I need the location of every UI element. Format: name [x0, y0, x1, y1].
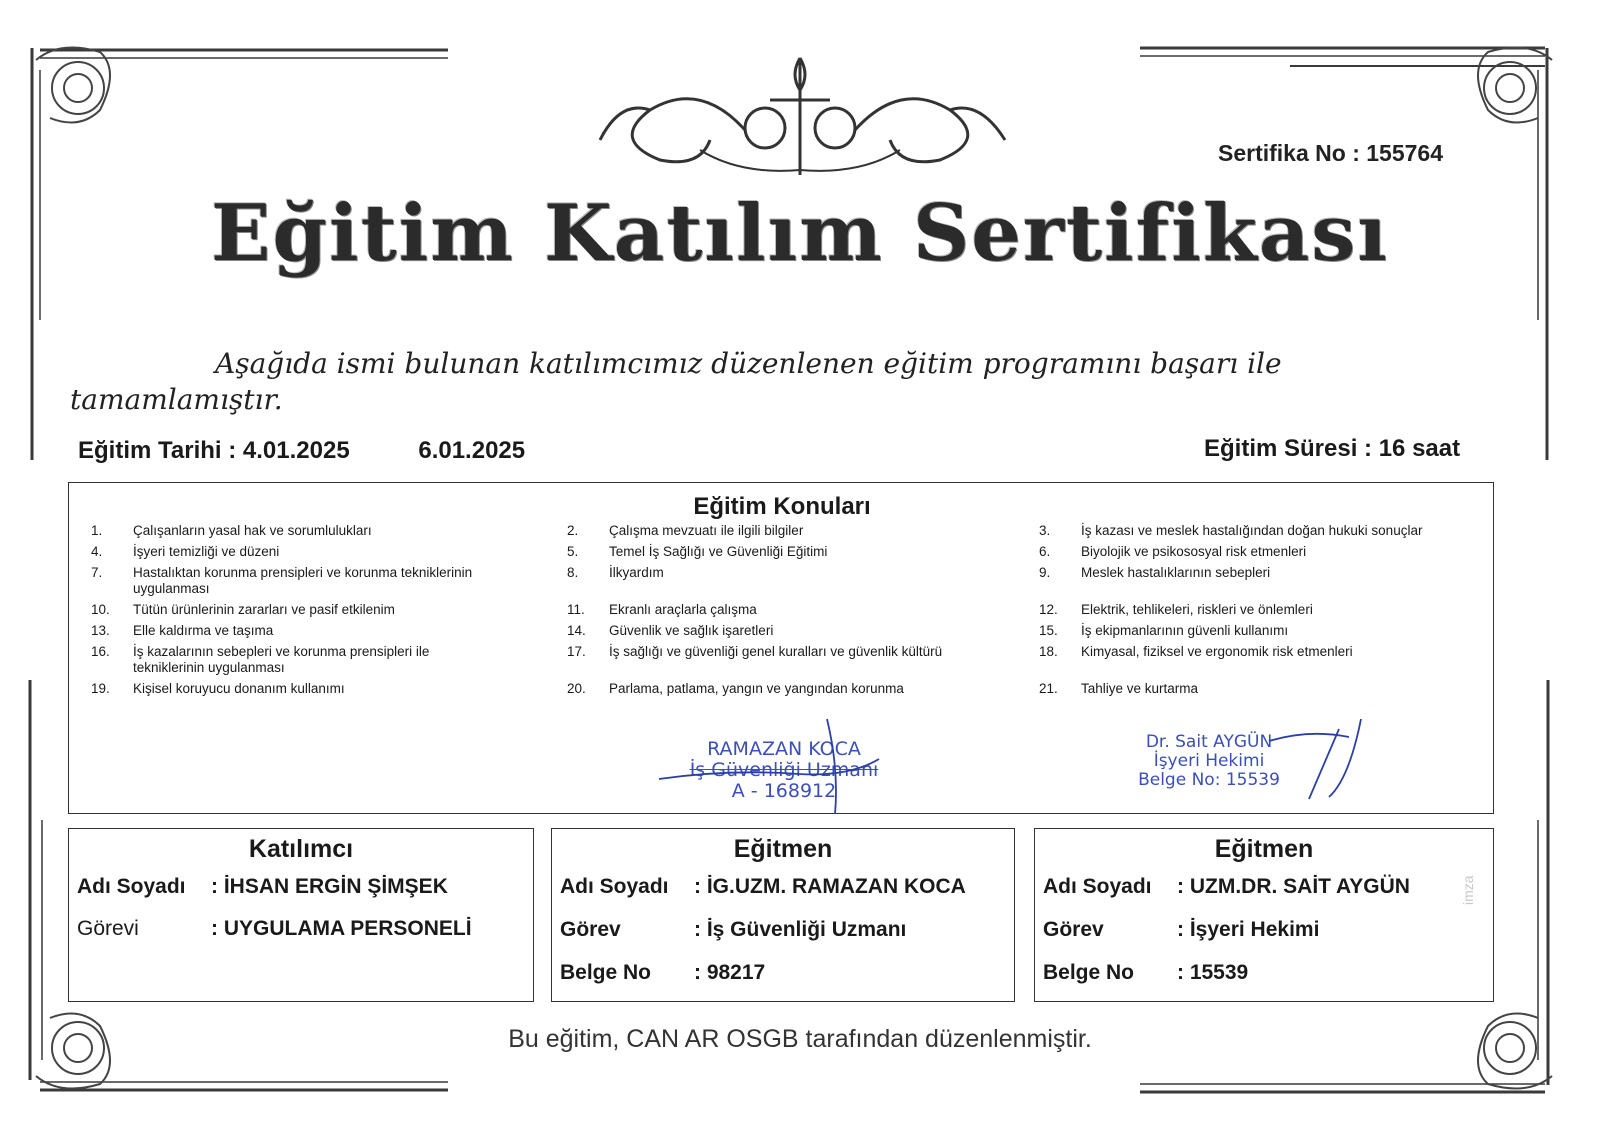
topic-text: Çalışma mevzuatı ile ilgili bilgiler: [609, 523, 804, 538]
topic-number: 12.: [1039, 602, 1058, 617]
topic-text: Tütün ürünlerinin zararları ve pasif etkilenim: [133, 602, 395, 617]
topic-text: Kişisel koruyucu donanım kullanımı: [133, 681, 345, 696]
topic-number: 1.: [91, 523, 103, 538]
training-dates: [78, 437, 525, 465]
trainer-safety-doc: : 98217: [694, 961, 766, 984]
topic-number: 15.: [1039, 623, 1058, 638]
topic-text: Biyolojik ve psikososyal risk etmenleri: [1081, 544, 1307, 559]
topic-number: 11.: [567, 602, 585, 617]
topics-box: [68, 482, 1494, 814]
trainer-safety-doc-label: Belge No: [560, 961, 652, 984]
participant-title: Katılımcı: [248, 835, 354, 863]
topic-number: 2.: [567, 523, 579, 538]
participant-role-label: Görevi: [77, 917, 139, 940]
stamp-right-line2: İşyeri Hekimi: [1153, 751, 1265, 771]
signatures: [649, 719, 1369, 819]
topic-text: Meslek hastalıklarının sebepleri: [1081, 565, 1271, 580]
topic-number: 13.: [91, 623, 110, 638]
topic-text: İlkyardım: [609, 565, 664, 580]
trainer-safety-name-label: Adı Soyadı: [560, 875, 669, 898]
topic-text: İşyeri temizliği ve düzeni: [133, 544, 280, 559]
intro-text: Aşağıda ismi bulunan katılımcımız düzenlenen eğitim programını başarı ile tamamlamıştır.: [70, 347, 1282, 416]
topic-number: 14.: [567, 623, 586, 638]
topic-number: 20.: [567, 681, 586, 696]
topic-number: 18.: [1039, 644, 1058, 659]
signature-margin-note: imza: [1460, 875, 1476, 905]
topic-text: Güvenlik ve sağlık işaretleri: [609, 623, 774, 638]
topic-text: Parlama, patlama, yangın ve yangından korunma: [609, 681, 904, 696]
stamp-right-line1: Dr. Sait AYGÜN: [1145, 732, 1273, 752]
topic-number: 9.: [1039, 565, 1051, 580]
topic-text: Hastalıktan korunma prensipleri ve korunma tekniklerinin uygulanması: [133, 565, 473, 596]
trainer-doctor-title: Eğitmen: [1214, 835, 1314, 863]
topics-title: Eğitim Konuları: [693, 493, 871, 520]
topic-number: 10.: [91, 602, 110, 617]
certificate-number: Sertifika No : 155764: [1218, 140, 1444, 166]
trainer-safety-box: [551, 828, 1015, 1002]
stamp-left-line2: İş Güvenliği Uzmanı: [689, 759, 879, 781]
trainer-safety-role: : İş Güvenliği Uzmanı: [694, 918, 907, 941]
participant-box: [68, 828, 534, 1002]
topic-text: İş ekipmanlarının güvenli kullanımı: [1081, 623, 1289, 638]
participant-name: : İHSAN ERGİN ŞİMŞEK: [211, 875, 448, 898]
training-start-date: Eğitim Tarihi : 4.01.2025: [78, 437, 350, 464]
participant-role: : UYGULAMA PERSONELİ: [211, 917, 472, 940]
footer-organizer: Bu eğitim, CAN AR OSGB tarafından düzenlenmiştir.: [508, 1025, 1092, 1053]
trainer-safety-title: Eğitmen: [733, 835, 833, 863]
topic-text: Ekranlı araçlarla çalışma: [609, 602, 757, 617]
topic-text: İş sağlığı ve güvenliği genel kuralları ve güvenlik kültürü: [609, 644, 943, 659]
topic-text: Elektrik, tehlikeleri, riskleri ve önlemleri: [1081, 602, 1313, 617]
trainer-doctor-name: : UZM.DR. SAİT AYGÜN: [1177, 875, 1410, 898]
trainer-doctor-doc: : 15539: [1177, 961, 1249, 984]
training-duration: Eğitim Süresi : 16 saat: [1204, 435, 1461, 462]
trainer-doctor-role: : İşyeri Hekimi: [1177, 918, 1320, 941]
trainer-doctor-name-label: Adı Soyadı: [1043, 875, 1152, 898]
topic-text: Elle kaldırma ve taşıma: [133, 623, 274, 638]
trainer-safety-name: : İG.UZM. RAMAZAN KOCA: [694, 875, 966, 898]
topic-text: İş kazası ve meslek hastalığından doğan hukuki sonuçlar: [1081, 523, 1423, 538]
stamp-left-line1: RAMAZAN KOCA: [707, 738, 861, 760]
topic-number: 17.: [567, 644, 586, 659]
topic-number: 5.: [567, 544, 579, 559]
topic-text: Çalışanların yasal hak ve sorumlulukları: [133, 523, 372, 538]
topic-number: 16.: [91, 644, 110, 659]
topic-text: Tahliye ve kurtarma: [1081, 681, 1199, 696]
stamp-left-line3: A - 168912: [731, 780, 837, 802]
topic-number: 3.: [1039, 523, 1051, 538]
trainer-doctor-doc-label: Belge No: [1043, 961, 1135, 984]
top-flourish: [600, 58, 1005, 175]
trainer-doctor-box: [1034, 828, 1494, 1002]
trainer-doctor-role-label: Görev: [1043, 918, 1104, 941]
stamp-right-line3: Belge No: 15539: [1138, 770, 1280, 790]
participant-name-label: Adı Soyadı: [77, 875, 186, 898]
topic-text: Temel İş Sağlığı ve Güvenliği Eğitimi: [609, 544, 828, 559]
topic-number: 4.: [91, 544, 103, 559]
topic-text: İş kazalarının sebepleri ve korunma prensipleri ile tekniklerinin uygulanması: [133, 644, 430, 675]
topic-number: 21.: [1039, 681, 1058, 696]
certificate-title: Eğitim Katılım Sertifikası: [211, 188, 1389, 279]
topic-number: 6.: [1039, 544, 1051, 559]
training-end-date: 6.01.2025: [418, 437, 526, 464]
topic-text: Kimyasal, fiziksel ve ergonomik risk etmenleri: [1081, 644, 1353, 659]
topic-number: 8.: [567, 565, 579, 580]
topic-number: 19.: [91, 681, 110, 696]
topic-number: 7.: [91, 565, 103, 580]
trainer-safety-role-label: Görev: [560, 918, 621, 941]
